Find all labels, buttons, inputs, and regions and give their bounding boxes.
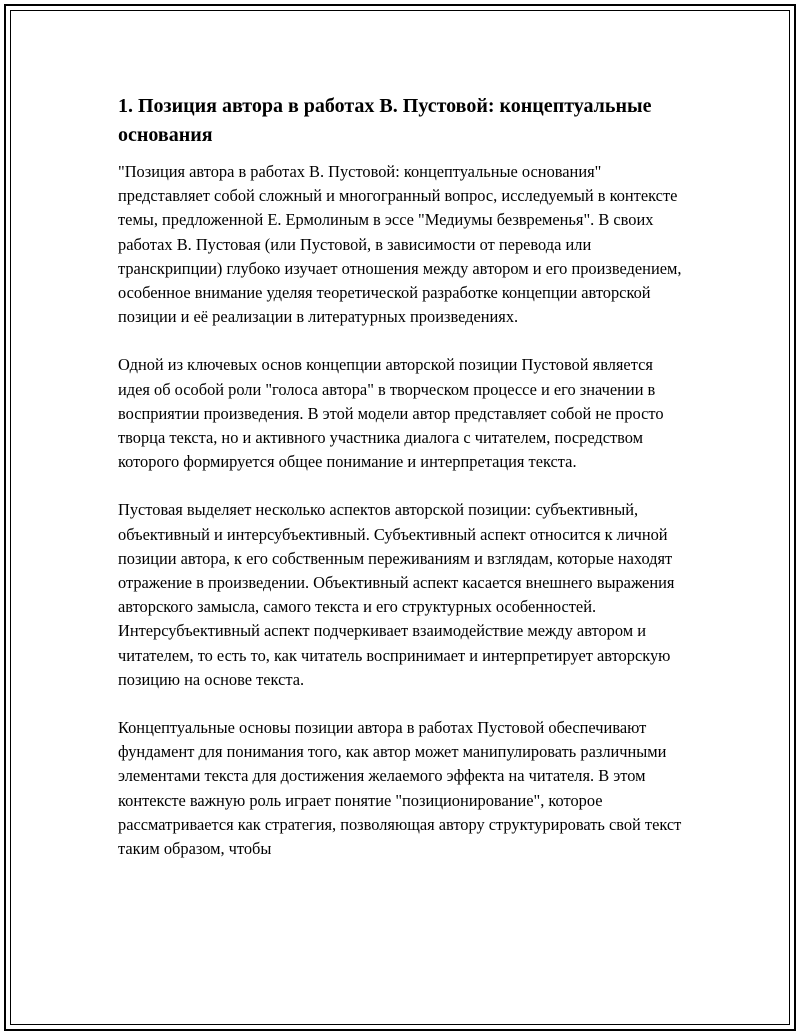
paragraph-2: Одной из ключевых основ концепции авторской позиции Пустовой является идея об особой роли "голоса автора" в творческом процессе и его значении в восприятии произведения. В этой модели автор представляет собой не просто творца текста, но и активного участника диалога с читателем, посредством которого формируется общее понимание и интерпретация текста. (118, 355, 664, 472)
paragraph-1: "Позиция автора в работах В. Пустовой: концептуальные основания" представляет собой сложный и многогранный вопрос, исследуемый в контексте темы, предложенной Е. Ермолиным в эссе "Медиумы безвременья". В своих работах В. Пустовая (или Пустовой, в зависимости от перевода или транскрипции) глубоко изучает отношения между автором и его произведением, особенное внимание уделяя теоретической разработке концепции авторской позиции и её реализации в литературных произведениях. (118, 162, 682, 327)
document-body (118, 92, 686, 885)
paragraph-3: Пустовая выделяет несколько аспектов авторской позиции: субъективный, объективный и интерсубъективный. Субъективный аспект относится к личной позиции автора, к его собственным переживаниям и взглядам, которые находят отражение в произведении. Объективный аспект касается внешнего выражения авторского замысла, самого текста и его структурных особенностей. Интерсубъективный аспект подчеркивает взаимодействие между автором и читателем, то есть то, как читатель воспринимает и интерпретирует авторскую позицию на основе текста. (118, 500, 675, 689)
paragraph-4: Концептуальные основы позиции автора в работах Пустовой обеспечивают фундамент для понимания того, как автор может манипулировать различными элементами текста для достижения желаемого эффекта на читателя. В этом контексте важную роль играет понятие "позиционирование", которое рассматривается как стратегия, позволяющая автору структурировать свой текст таким образом, чтобы (118, 718, 682, 859)
section-heading: 1. Позиция автора в работах В. Пустовой: концептуальные основания (118, 95, 652, 146)
